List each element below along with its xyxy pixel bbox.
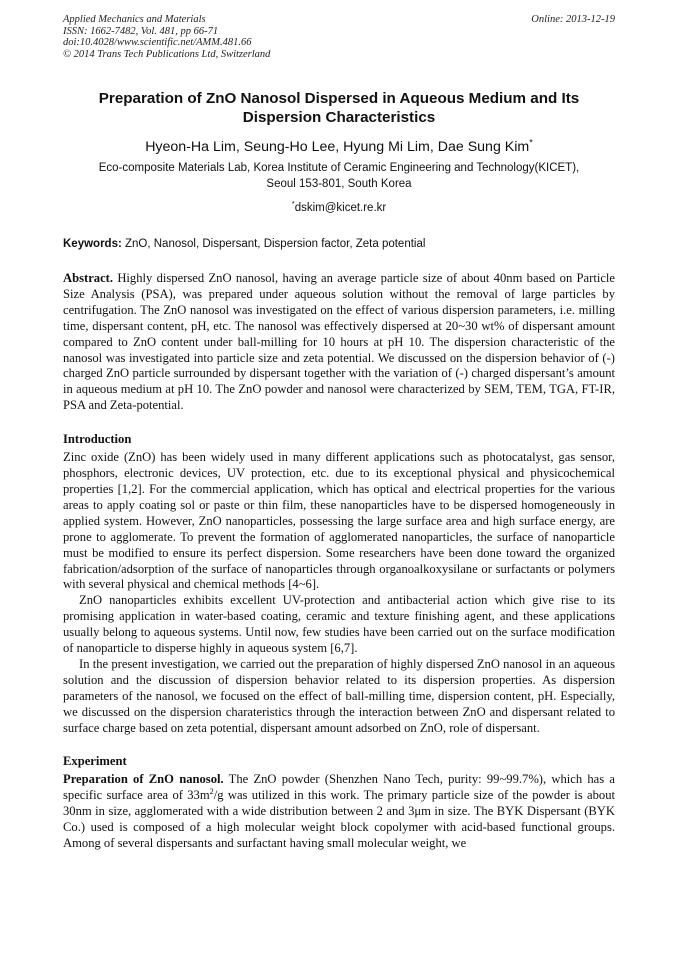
introduction-paragraph-3: In the present investigation, we carried out the preparation of highly dispersed ZnO nanosol in an aqueous solution and the discussion of dispersion behavior related to its dispersion properties. As dispersion parameters of the nanosol, we focused on the effect of ball-milling time, dispersion content, pH. Especially, we discussed on the dispersion charateristics through the interaction between ZnO and dispersant related to surface charge based on zeta potential, dispersant amount adsorbed on ZnO, role of dispersant. [63,656,615,735]
keywords-text: ZnO, Nanosol, Dispersant, Dispersion factor, Zeta potential [125,238,426,250]
unit-superscript: 2 [209,787,214,797]
journal-name: Applied Mechanics and Materials [63,14,206,25]
contact-email [63,201,615,216]
abstract-text: Highly dispersed ZnO nanosol, having an average particle size of about 40nm based on Particle Size Analysis (PSA), was prepared under aqueous solution without the removal of large particles by centrifugation. The ZnO nanosol was investigated on the effect of various dispersion parameters, i.e. milling time, dispersant content, pH, etc. The nanosol was effectively dispersed at 20~30 wt% of dispersant amount compared to ZnO content under ball-milling for 10 hours at pH 10. The dispersion characteristic of the nanosol was investigated into particle size and zeta potential. We discussed on the dispersion behavior of (-) charged ZnO particle surrounded by dispersant together with the variation of (-) charged dispersant’s amount in aqueous medium at pH 10. The ZnO powder and nanosol were characterized by SEM, TEM, TGA, FT-IR, PSA and Zeta-potential. [63,271,615,413]
affiliation-line-2: Seoul 153-801, South Korea [266,178,412,190]
abstract [63,271,615,414]
journal-header [63,14,615,60]
keywords-label: Keywords: [63,238,122,250]
paper-title: Preparation of ZnO Nanosol Dispersed in Aqueous Medium and Its Dispersion Characteristics [98,90,580,126]
author-list [63,138,615,156]
journal-doi: doi:10.4028/www.scientific.net/AMM.481.66 [63,37,252,48]
introduction-heading: Introduction [63,432,132,447]
email-address: dskim@kicet.re.kr [294,202,387,214]
authors-text: Hyeon-Ha Lim, Seung-Ho Lee, Hyung Mi Lim, Dae Sung Kim [145,139,530,155]
corresponding-mark: * [529,137,533,148]
experiment-subheading: Preparation of ZnO nanosol. [63,772,224,787]
experiment-text-a: The ZnO powder (Shenzhen Nano Tech, purity: 99~99.7%), which has a specific surface area of 33m [63,772,615,803]
email-mark: * [291,199,295,209]
experiment-text-b: /g was utilized in this work. The primary particle size of the powder is about 30nm in size, agglomerated with a wide distribution between 2 and 3μm in size. The BYK Dispersant (BYK Co.) used is composed of a high molecular weight block copolymer with acid-based functional groups. Among of several dispersants and surfactant having small molecular weight, we [63,788,615,851]
online-date: Online: 2013-12-19 [531,14,615,25]
experiment-paragraph [63,772,615,852]
journal-info [63,14,270,60]
journal-copyright: © 2014 Trans Tech Publications Ltd, Switzerland [63,48,271,60]
experiment-heading: Experiment [63,754,127,769]
introduction-paragraph-1: Zinc oxide (ZnO) has been widely used in many different applications such as photocatalyst, gas sensor, phosphors, electronic devices, UV protection, etc. due to its exceptional physical and physicochemical properties [1,2]. For the commercial application, which has optical and electrical properties for the various areas to apply coating sol or paste or thin film, these nanoparticles have to be dispersed homogeneously in applied system. However, ZnO nanoparticles, possessing the large surface area and high surface energy, are prone to agglomerate. To prevent the formation of agglomerated nanoparticles, the surface of nanoparticle must be modified to ensure its perfect dispersion. Some researchers have been done toward the organized fabrication/adsorption of the surface of nanoparticles through organoalkoxysilane or surfactants or polymers with several physical and chemical methods [4~6]. [63,450,615,592]
keywords [63,237,615,252]
journal-issn: ISSN: 1662-7482, Vol. 481, pp 66-71 [63,25,219,37]
abstract-label: Abstract. [63,271,114,285]
affiliation [63,160,615,192]
affiliation-line-1: Eco-composite Materials Lab, Korea Institute of Ceramic Engineering and Technology(KICET), [98,162,580,174]
introduction-paragraph-2: ZnO nanoparticles exhibits excellent UV-protection and antibacterial action which give rise to its promising application in water-based coating, ceramic and texture finishing agent, and these applications usually belong to aqueous systems. Until now, few studies have been carried out on the surface modification of nanoparticle to disperse highly in aqueous system [6,7]. [63,593,615,656]
